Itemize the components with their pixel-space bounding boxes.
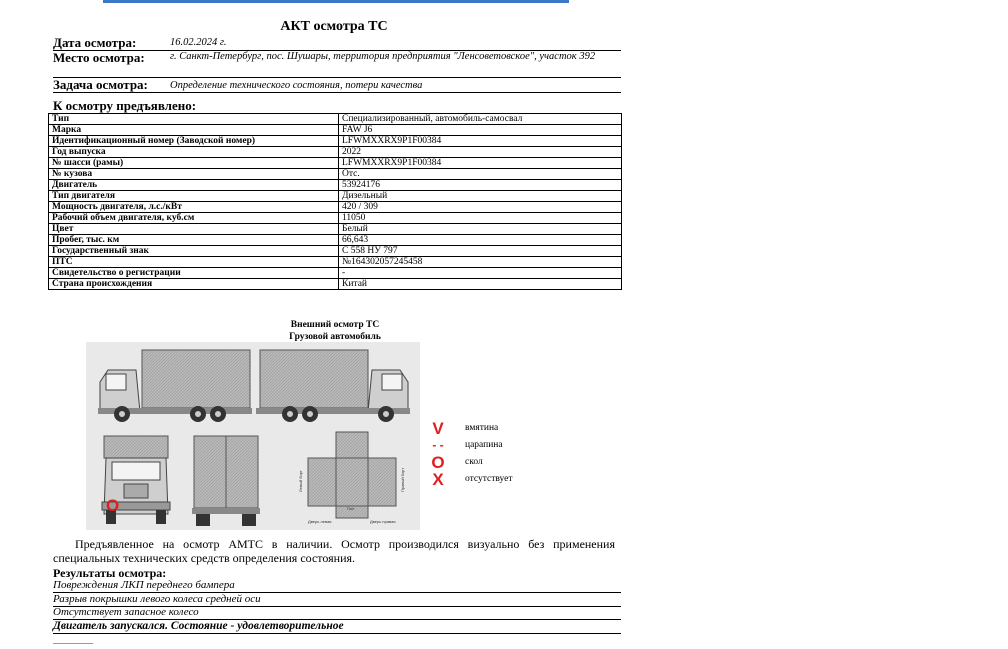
legend-text: вмятина — [465, 423, 499, 433]
spec-row — [49, 136, 622, 147]
spec-row — [49, 235, 622, 246]
scratch-symbol-icon: - - — [432, 438, 444, 452]
spec-row — [49, 191, 622, 202]
field-place-value: г. Санкт-Петербург, пос. Шушары, территория предприятия "Ленсоветовское", участок 392 — [170, 51, 596, 62]
spec-row — [49, 257, 622, 268]
specs-table — [48, 113, 622, 290]
spec-row — [49, 125, 622, 136]
missing-symbol-icon: X — [432, 470, 444, 489]
footnote-separator — [53, 643, 93, 644]
diagram-title-line2: Грузовой автомобиль — [289, 332, 381, 342]
label-floor: Пол — [347, 506, 355, 511]
label-right-side: Правый борт — [400, 467, 405, 492]
label-left-side: Левый борт — [298, 470, 303, 492]
truck-diagram-svg — [86, 342, 420, 530]
field-task-label: Задача осмотра: — [53, 77, 148, 92]
spec-value: 66,643 — [339, 235, 622, 246]
spec-key: Тип — [49, 114, 339, 125]
damage-legend — [430, 420, 570, 488]
spec-key: № шасси (рамы) — [49, 158, 339, 169]
spec-value: Отс. — [339, 169, 622, 180]
field-place-label: Место осмотра: — [53, 50, 145, 65]
spec-key: Свидетельство о регистрации — [49, 268, 339, 279]
spec-value: Китай — [339, 279, 622, 290]
spec-value: 11050 — [339, 213, 622, 224]
field-task — [53, 77, 621, 93]
spec-key: Год выпуска — [49, 147, 339, 158]
spec-key: Тип двигателя — [49, 191, 339, 202]
spec-value: LFWMXXRX9P1F00384 — [339, 158, 622, 169]
spec-key: Рабочий объем двигателя, куб.см — [49, 213, 339, 224]
spec-key: Цвет — [49, 224, 339, 235]
spec-row — [49, 158, 622, 169]
legend-text: отсутствует — [465, 474, 513, 484]
spec-value: LFWMXXRX9P1F00384 — [339, 136, 622, 147]
spec-key: Пробег, тыс. км — [49, 235, 339, 246]
label-door-right: Дверь правая — [370, 519, 396, 524]
legend-item-scratch — [430, 437, 570, 454]
truck-diagram — [86, 342, 420, 530]
spec-key: Государственный знак — [49, 246, 339, 257]
spec-row — [49, 202, 622, 213]
spec-row — [49, 268, 622, 279]
spec-key: ПТС — [49, 257, 339, 268]
result-line: Повреждения ЛКП переднего бампера — [53, 579, 621, 593]
result-line: Отсутствует запасное колесо — [53, 606, 621, 620]
spec-value: Дизельный — [339, 191, 622, 202]
header-link-line — [103, 0, 569, 3]
spec-row — [49, 180, 622, 191]
spec-key: Мощность двигателя, л.с./кВт — [49, 202, 339, 213]
document-title: АКТ осмотра ТС — [280, 19, 388, 34]
field-date — [53, 35, 621, 51]
field-date-label: Дата осмотра: — [53, 35, 137, 50]
spec-value: С 558 НУ 797 — [339, 246, 622, 257]
spec-key: Марка — [49, 125, 339, 136]
damage-marker-chip: O — [106, 496, 120, 515]
spec-value: 53924176 — [339, 180, 622, 191]
legend-item-dent — [430, 420, 570, 437]
spec-row — [49, 114, 622, 125]
diagram-title-line1: Внешний осмотр ТС — [290, 320, 380, 330]
truck-rear-view — [192, 436, 260, 526]
field-task-value: Определение технического состояния, потери качества — [170, 80, 423, 91]
results-heading: Результаты осмотра: — [53, 566, 167, 580]
spec-value: - — [339, 268, 622, 279]
diagram-title — [235, 319, 435, 343]
dent-symbol-icon: V — [432, 419, 444, 438]
presented-heading: К осмотру предъявлено: — [53, 98, 197, 113]
spec-value: 420 / 309 — [339, 202, 622, 213]
legend-item-chip — [430, 454, 570, 471]
spec-key: Двигатель — [49, 180, 339, 191]
spec-key: № кузова — [49, 169, 339, 180]
field-place — [53, 50, 621, 78]
label-door-left: Дверь левая — [308, 519, 332, 524]
spec-value: FAW J6 — [339, 125, 622, 136]
legend-item-missing — [430, 471, 570, 488]
spec-value: Белый — [339, 224, 622, 235]
spec-row — [49, 246, 622, 257]
spec-row — [49, 213, 622, 224]
spec-row — [49, 169, 622, 180]
spec-value: Специализированный, автомобиль-самосвал — [339, 114, 622, 125]
result-conclusion: Двигатель запускался. Состояние - удовлетворительное — [53, 620, 621, 634]
spec-key: Идентификационный номер (Заводской номер) — [49, 136, 339, 147]
spec-key: Страна происхождения — [49, 279, 339, 290]
chip-symbol-icon: O — [431, 453, 445, 472]
result-line: Разрыв покрышки левого колеса средней оси — [53, 593, 621, 607]
field-date-value: 16.02.2024 г. — [170, 37, 227, 48]
spec-row — [49, 224, 622, 235]
spec-row — [49, 147, 622, 158]
spec-value: №164302057245458 — [339, 257, 622, 268]
inspection-paragraph: Предъявленное на осмотр АМТС в наличии. Осмотр производился визуально без применения специальных технических средств определения состояния. — [53, 537, 615, 565]
spec-value: 2022 — [339, 147, 622, 158]
spec-row — [49, 279, 622, 290]
legend-text: царапина — [465, 440, 503, 450]
legend-text: скол — [465, 457, 483, 467]
